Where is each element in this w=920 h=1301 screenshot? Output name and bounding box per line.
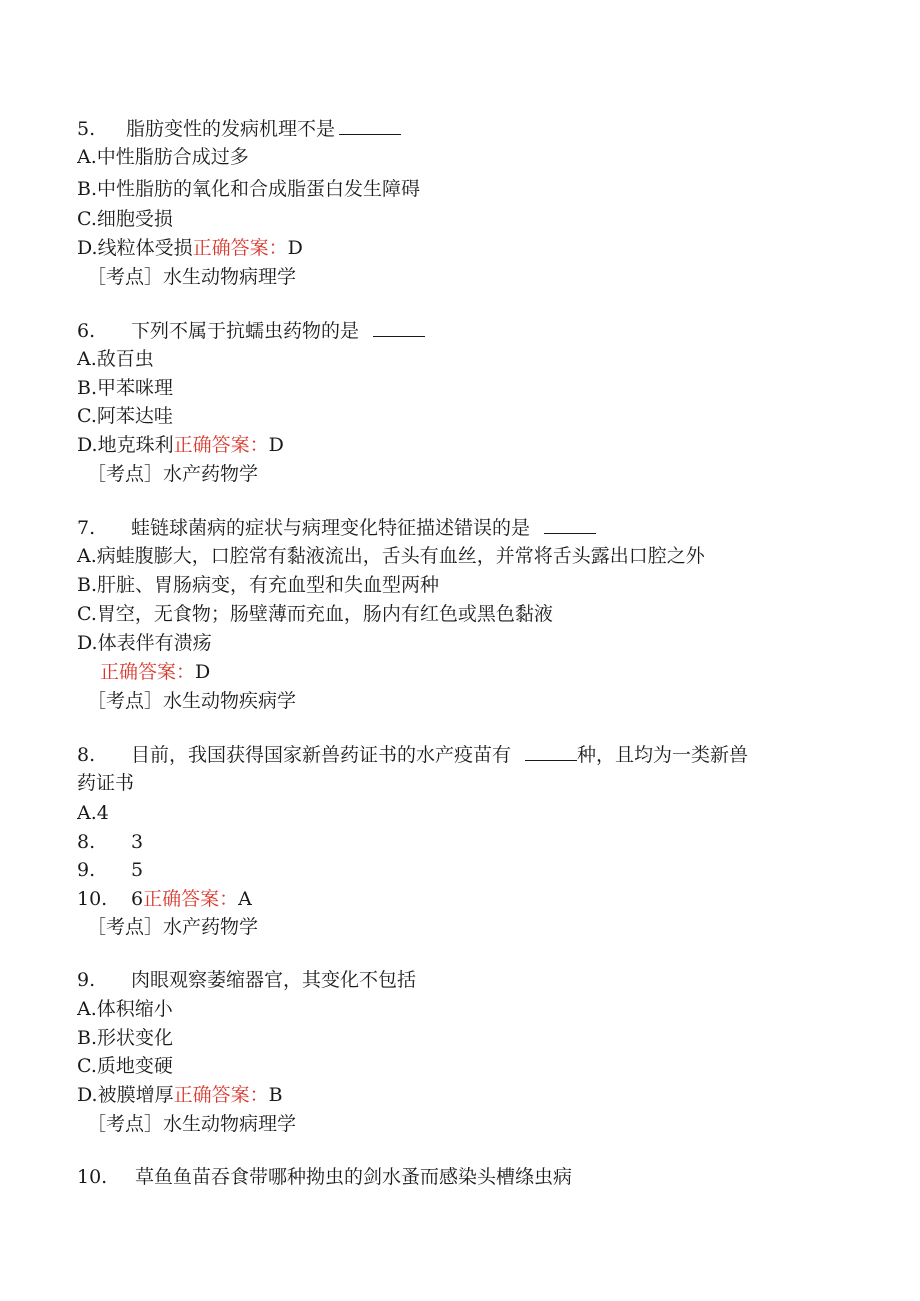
- topic-tag: ［考点］水生动物病理学: [87, 1113, 297, 1135]
- question-9-stem: [77, 968, 416, 992]
- topic-tag: ［考点］水生动物疾病学: [87, 690, 297, 712]
- option-a: A.病蛙腹膨大，口腔常有黏液流出，舌头有血丝，并常将舌头露出口腔之外: [77, 545, 705, 567]
- option-d: D.地克珠利: [77, 434, 174, 456]
- answer-label: 正确答案：: [143, 888, 239, 910]
- option-number: 10.: [77, 888, 108, 910]
- option-c: C.细胞受损: [77, 208, 173, 230]
- option-b: B.形状变化: [77, 1027, 174, 1049]
- question-7-stem: [77, 515, 596, 540]
- question-text: 肉眼观察萎缩器官，其变化不包括: [131, 969, 417, 991]
- answer-blank: [525, 742, 577, 761]
- answer-label: 正确答案：: [173, 1084, 269, 1106]
- question-number: 7.: [77, 517, 96, 539]
- option-d: D.线粒体受损: [77, 237, 193, 259]
- question-5-stem: [77, 116, 401, 141]
- option-c: C.胃空，无食物；肠壁薄而充血，肠内有红色或黑色黏液: [77, 603, 553, 625]
- question-8-stem: [77, 742, 748, 767]
- option-value: 6: [131, 888, 144, 910]
- question-text: 目前，我国获得国家新兽药证书的水产疫苗有: [131, 744, 512, 766]
- question-6-stem: [77, 318, 425, 343]
- option-c: C.质地变硬: [77, 1055, 173, 1077]
- option-d-with-answer: [77, 887, 252, 911]
- topic-tag: ［考点］水生动物病理学: [87, 266, 297, 288]
- question-number: 6.: [77, 320, 96, 342]
- topic-tag: ［考点］水产药物学: [87, 916, 259, 938]
- question-text-continued: 种，且均为一类新兽: [577, 744, 749, 766]
- option-value: 5: [131, 859, 144, 881]
- option-d-with-answer: [77, 433, 284, 457]
- answer-value: B: [268, 1084, 283, 1106]
- answer-line: [100, 660, 210, 684]
- option-number: 8.: [77, 831, 96, 853]
- option-b: [77, 830, 143, 854]
- answer-blank: [544, 515, 596, 534]
- answer-value: D: [195, 661, 211, 683]
- answer-value: D: [268, 434, 284, 456]
- answer-value: A: [238, 888, 252, 910]
- option-c: C.阿苯达哇: [77, 405, 173, 427]
- option-b: B.肝脏、胃肠病变，有充血型和失血型两种: [77, 574, 440, 596]
- question-text: 下列不属于抗蠕虫药物的是: [131, 320, 360, 342]
- question-number: 8.: [77, 744, 96, 766]
- answer-blank: [373, 318, 425, 337]
- option-d-with-answer: [77, 1083, 283, 1107]
- question-text: 蛙链球菌病的症状与病理变化特征描述错误的是: [131, 517, 531, 539]
- topic-tag: ［考点］水产药物学: [87, 463, 259, 485]
- answer-value: D: [287, 237, 303, 259]
- option-d: D.被膜增厚: [77, 1084, 174, 1106]
- option-number: 9.: [77, 859, 96, 881]
- option-d-with-answer: [77, 236, 303, 260]
- answer-label: 正确答案：: [100, 661, 196, 683]
- question-number: 9.: [77, 969, 96, 991]
- answer-label: 正确答案：: [192, 237, 288, 259]
- question-number: 10.: [77, 1166, 108, 1188]
- answer-label: 正确答案：: [173, 434, 269, 456]
- option-a: A.敌百虫: [77, 348, 154, 370]
- option-a: A.中性脂肪合成过多: [77, 146, 249, 168]
- question-10-stem: [77, 1165, 572, 1189]
- question-text-line2: 药证书: [77, 772, 135, 794]
- option-c: [77, 858, 143, 882]
- question-number: 5.: [77, 118, 96, 140]
- option-a: A.体积缩小: [77, 998, 173, 1020]
- option-value: 3: [131, 831, 144, 853]
- option-d: D.体表伴有溃疡: [77, 632, 212, 654]
- answer-blank: [339, 116, 401, 135]
- option-a: A.4: [77, 802, 109, 824]
- option-b: B.中性脂肪的氧化和合成脂蛋白发生障碍: [77, 178, 421, 200]
- question-text: 脂肪变性的发病机理不是: [126, 118, 336, 140]
- question-text: 草鱼鱼苗吞食带哪种拗虫的剑水蚤而感染头槽绦虫病: [135, 1166, 573, 1188]
- option-b: B.甲苯咪理: [77, 377, 174, 399]
